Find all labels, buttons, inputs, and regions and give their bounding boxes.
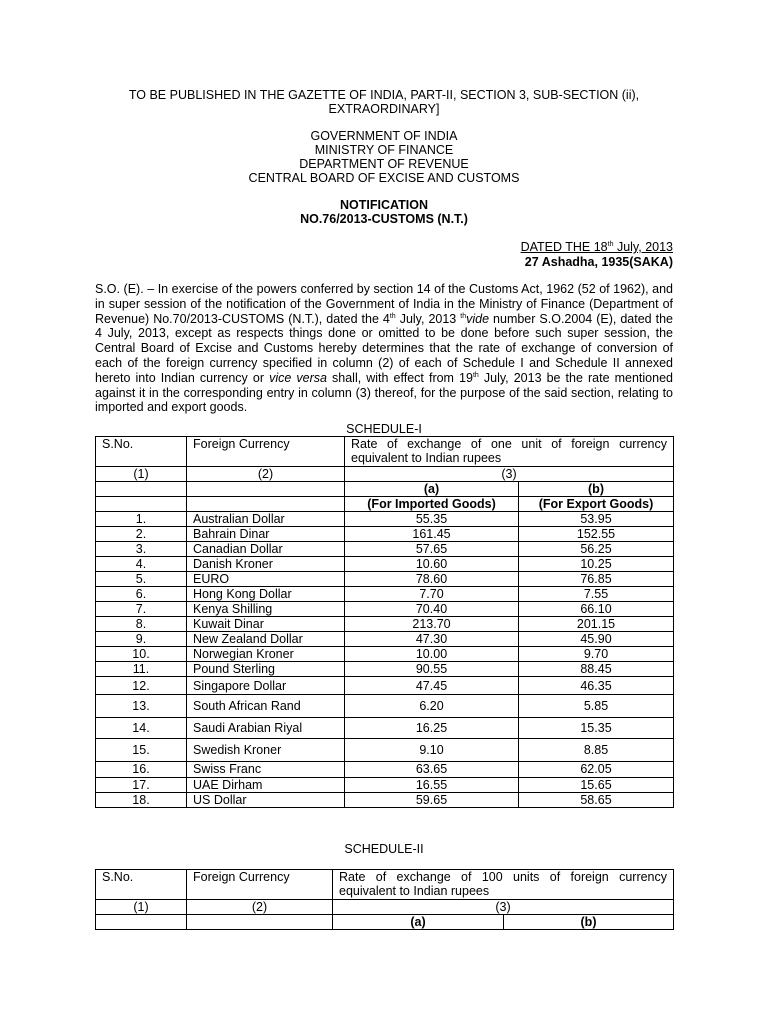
schedule-1-ab-row: (a) (b) bbox=[96, 482, 674, 497]
row-sno: 7. bbox=[96, 602, 187, 617]
row-export-rate: 7.55 bbox=[519, 587, 674, 602]
row-export-rate: 66.10 bbox=[519, 602, 674, 617]
row-currency: US Dollar bbox=[187, 793, 345, 808]
row-import-rate: 10.60 bbox=[345, 557, 519, 572]
table-row bbox=[96, 542, 674, 557]
table-row bbox=[96, 718, 674, 739]
row-import-rate: 90.55 bbox=[345, 662, 519, 677]
row-import-rate: 63.65 bbox=[345, 762, 519, 778]
row-sno: 1. bbox=[96, 512, 187, 527]
schedule-2-caption: SCHEDULE-II bbox=[344, 842, 424, 856]
row-currency: Swedish Kroner bbox=[187, 739, 345, 762]
row-import-rate: 57.65 bbox=[345, 542, 519, 557]
row-export-rate: 10.25 bbox=[519, 557, 674, 572]
row-sno: 8. bbox=[96, 617, 187, 632]
row-export-rate: 5.85 bbox=[519, 695, 674, 718]
row-export-rate: 45.90 bbox=[519, 632, 674, 647]
row-export-rate: 15.35 bbox=[519, 718, 674, 739]
row-export-rate: 201.15 bbox=[519, 617, 674, 632]
gazette-header: TO BE PUBLISHED IN THE GAZETTE OF INDIA, PART-II, SECTION 3, SUB-SECTION (ii), EXTRAORDINARY] bbox=[128, 88, 640, 116]
row-currency: Swiss Franc bbox=[187, 762, 345, 778]
row-export-rate: 76.85 bbox=[519, 572, 674, 587]
schedule-2-header-row: S.No. Foreign Currency Rate of exchange of 100 units of foreign currency equivalent to Indian rupees bbox=[96, 870, 674, 900]
table-row bbox=[96, 617, 674, 632]
row-export-rate: 62.05 bbox=[519, 762, 674, 778]
row-export-rate: 53.95 bbox=[519, 512, 674, 527]
notification-body: S.O. (E). – In exercise of the powers conferred by section 14 of the Customs Act, 1962 (52 of 1962), and in super session of the notification of the Government of India in the Ministry of Finance (Department of Revenue) No.70/2013-CUSTOMS (N.T.), dated the 4th July, 2013 $^{th}$vide number S.O.2004 (E), dated the 4 July, 2013, except as respects things done or omitted to be done before such super session, the Central Board of Excise and Customs hereby determines that the rate of exchange of conversion of each of the foreign currency specified in column (2) of each of Schedule I and Schedule II annexed hereto into Indian currency or vice versa shall, with effect from 19th July, 2013 be the rate mentioned against it in the corresponding entry in column (3) thereof, for the purpose of the said section, relating to imported and export goods. bbox=[95, 282, 673, 415]
schedule-1-subhead-row: (For Imported Goods) (For Export Goods) bbox=[96, 497, 674, 512]
table-row bbox=[96, 677, 674, 695]
row-currency: EURO bbox=[187, 572, 345, 587]
row-currency: Kenya Shilling bbox=[187, 602, 345, 617]
schedule-2-table bbox=[95, 869, 674, 930]
notification-title: NOTIFICATION NO.76/2013-CUSTOMS (N.T.) bbox=[300, 198, 468, 226]
table-row bbox=[96, 662, 674, 677]
schedule-2-ab-row: (a) (b) bbox=[96, 915, 674, 930]
row-sno: 18. bbox=[96, 793, 187, 808]
row-import-rate: 78.60 bbox=[345, 572, 519, 587]
row-export-rate: 46.35 bbox=[519, 677, 674, 695]
row-currency: Danish Kroner bbox=[187, 557, 345, 572]
row-export-rate: 56.25 bbox=[519, 542, 674, 557]
schedule-2-number-row: (1) (2) (3) bbox=[96, 900, 674, 915]
row-sno: 5. bbox=[96, 572, 187, 587]
row-currency: New Zealand Dollar bbox=[187, 632, 345, 647]
row-sno: 2. bbox=[96, 527, 187, 542]
row-currency: Australian Dollar bbox=[187, 512, 345, 527]
row-import-rate: 9.10 bbox=[345, 739, 519, 762]
row-export-rate: 15.65 bbox=[519, 778, 674, 793]
issuing-authority: GOVERNMENT OF INDIA MINISTRY OF FINANCE DEPARTMENT OF REVENUE CENTRAL BOARD OF EXCISE AND CUSTOMS bbox=[248, 129, 520, 185]
table-row bbox=[96, 647, 674, 662]
row-currency: Norwegian Kroner bbox=[187, 647, 345, 662]
row-sno: 14. bbox=[96, 718, 187, 739]
table-row bbox=[96, 632, 674, 647]
table-row bbox=[96, 778, 674, 793]
row-import-rate: 16.25 bbox=[345, 718, 519, 739]
row-import-rate: 70.40 bbox=[345, 602, 519, 617]
row-sno: 4. bbox=[96, 557, 187, 572]
table-row bbox=[96, 572, 674, 587]
table-row bbox=[96, 695, 674, 718]
schedule-1-caption: SCHEDULE-I bbox=[346, 422, 422, 436]
row-sno: 17. bbox=[96, 778, 187, 793]
row-currency: Canadian Dollar bbox=[187, 542, 345, 557]
table-row bbox=[96, 527, 674, 542]
table-row bbox=[96, 602, 674, 617]
row-currency: South African Rand bbox=[187, 695, 345, 718]
row-sno: 9. bbox=[96, 632, 187, 647]
schedule-1-table bbox=[95, 436, 674, 808]
row-export-rate: 152.55 bbox=[519, 527, 674, 542]
row-currency: Singapore Dollar bbox=[187, 677, 345, 695]
table-row bbox=[96, 762, 674, 778]
schedule-1-header-row: S.No. Foreign Currency Rate of exchange of one unit of foreign currency equivalent to Indian rupees bbox=[96, 437, 674, 467]
row-export-rate: 8.85 bbox=[519, 739, 674, 762]
table-row bbox=[96, 557, 674, 572]
row-import-rate: 213.70 bbox=[345, 617, 519, 632]
row-currency: UAE Dirham bbox=[187, 778, 345, 793]
row-import-rate: 10.00 bbox=[345, 647, 519, 662]
table-row bbox=[96, 793, 674, 808]
row-export-rate: 9.70 bbox=[519, 647, 674, 662]
dated-line: DATED THE 18th July, 2013 bbox=[520, 240, 673, 254]
row-sno: 10. bbox=[96, 647, 187, 662]
row-currency: Kuwait Dinar bbox=[187, 617, 345, 632]
row-currency: Hong Kong Dollar bbox=[187, 587, 345, 602]
row-sno: 6. bbox=[96, 587, 187, 602]
date-block: DATED THE 18th July, 2013 27 Ashadha, 1935(SAKA) bbox=[520, 240, 673, 269]
table-row bbox=[96, 739, 674, 762]
table-row bbox=[96, 512, 674, 527]
row-import-rate: 7.70 bbox=[345, 587, 519, 602]
row-export-rate: 58.65 bbox=[519, 793, 674, 808]
row-import-rate: 59.65 bbox=[345, 793, 519, 808]
row-sno: 11. bbox=[96, 662, 187, 677]
row-import-rate: 47.30 bbox=[345, 632, 519, 647]
row-import-rate: 16.55 bbox=[345, 778, 519, 793]
row-currency: Pound Sterling bbox=[187, 662, 345, 677]
row-import-rate: 47.45 bbox=[345, 677, 519, 695]
row-import-rate: 55.35 bbox=[345, 512, 519, 527]
row-import-rate: 6.20 bbox=[345, 695, 519, 718]
row-sno: 12. bbox=[96, 677, 187, 695]
row-export-rate: 88.45 bbox=[519, 662, 674, 677]
row-sno: 16. bbox=[96, 762, 187, 778]
row-sno: 13. bbox=[96, 695, 187, 718]
row-import-rate: 161.45 bbox=[345, 527, 519, 542]
schedule-1-number-row: (1) (2) (3) bbox=[96, 467, 674, 482]
row-currency: Saudi Arabian Riyal bbox=[187, 718, 345, 739]
table-row bbox=[96, 587, 674, 602]
row-currency: Bahrain Dinar bbox=[187, 527, 345, 542]
row-sno: 15. bbox=[96, 739, 187, 762]
row-sno: 3. bbox=[96, 542, 187, 557]
